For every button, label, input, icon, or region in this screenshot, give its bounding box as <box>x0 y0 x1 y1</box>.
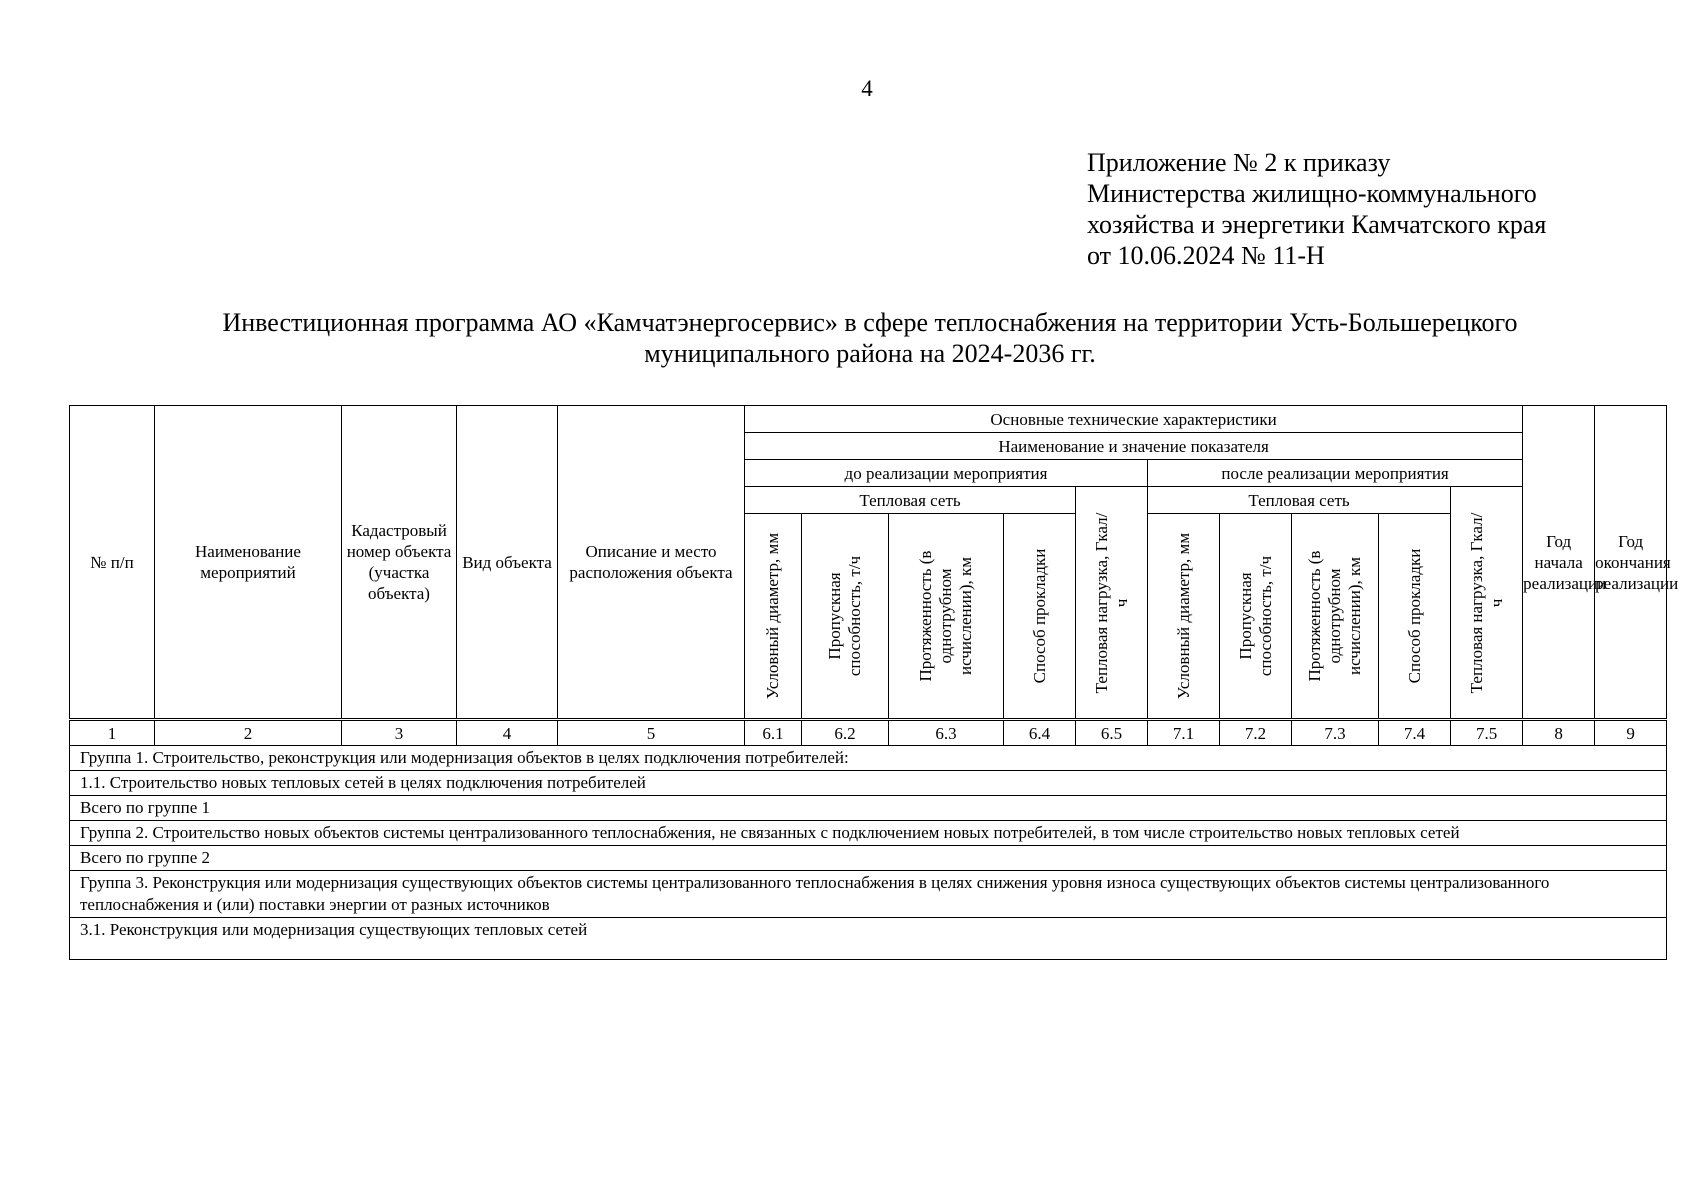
header-name: Наименование мероприятий <box>155 406 342 720</box>
header-description: Описание и место расположения объекта <box>558 406 745 720</box>
page-number: 4 <box>861 76 873 101</box>
header-length-before <box>889 514 1004 720</box>
header-laying-after-text: Способ прокладки <box>1404 548 1424 684</box>
header-cadastral: Кадастровый номер объекта (участка объекта) <box>342 406 457 720</box>
group-1-total: Всего по группе 1 <box>70 796 1667 821</box>
column-number: 6.4 <box>1004 720 1076 746</box>
column-number: 6.1 <box>745 720 802 746</box>
subgroup-1-1-heading: 1.1. Строительство новых тепловых сетей в целях подключения потребителей <box>70 771 1667 796</box>
appendix-line: Министерства жилищно-коммунального <box>1087 179 1537 208</box>
header-length-after-text: Протяженность (в однотрубном исчислении), км <box>1305 550 1364 682</box>
header-capacity-after <box>1220 514 1292 720</box>
header-after: после реализации мероприятия <box>1148 460 1523 487</box>
header-heat-network-before: Тепловая сеть <box>745 487 1076 514</box>
column-number: 6.5 <box>1076 720 1148 746</box>
column-number: 6.3 <box>889 720 1004 746</box>
table-row <box>70 871 1667 918</box>
header-year-start: Год начала реализации <box>1523 406 1595 720</box>
header-length-before-text: Протяженность (в однотрубном исчислении), км <box>916 550 975 682</box>
column-number: 7.5 <box>1451 720 1523 746</box>
header-main-characteristics: Основные технические характеристики <box>745 406 1523 433</box>
appendix-line: хозяйства и энергетики Камчатского края <box>1087 210 1547 239</box>
table-row <box>70 821 1667 846</box>
appendix-line: Приложение № 2 к приказу <box>1087 148 1391 177</box>
column-number: 3 <box>342 720 457 746</box>
investment-table-wrapper <box>69 405 1679 960</box>
header-capacity-before-text: Пропускная способность, т/ч <box>825 555 864 677</box>
header-length-after <box>1292 514 1379 720</box>
header-num: № п/п <box>70 406 155 720</box>
document-title <box>140 307 1600 369</box>
column-number: 9 <box>1595 720 1667 746</box>
investment-table <box>69 405 1679 960</box>
header-laying-before-text: Способ прокладки <box>1029 548 1049 684</box>
column-number: 4 <box>457 720 558 746</box>
appendix-header <box>1087 147 1546 271</box>
table-row <box>70 846 1667 871</box>
group-1-heading: Группа 1. Строительство, реконструкция или модернизация объектов в целях подключения потребителей: <box>70 746 1667 771</box>
header-laying-after <box>1379 514 1451 720</box>
column-number: 7.4 <box>1379 720 1451 746</box>
column-number: 7.1 <box>1148 720 1220 746</box>
column-number-row <box>70 720 1667 746</box>
table-row <box>70 746 1667 771</box>
group-2-total: Всего по группе 2 <box>70 846 1667 871</box>
header-heat-load-before <box>1076 487 1148 720</box>
header-capacity-after-text: Пропускная способность, т/ч <box>1235 555 1275 677</box>
subgroup-3-1-heading: 3.1. Реконструкция или модернизация существующих тепловых сетей <box>70 918 1667 960</box>
column-number: 7.2 <box>1220 720 1292 746</box>
title-line-1: Инвестиционная программа АО «Камчатэнергосервис» в сфере теплоснабжения на территории Усть-Большерецкого <box>222 308 1518 337</box>
header-diameter-before-text: Условный диаметр, мм <box>763 532 782 700</box>
column-number: 1 <box>70 720 155 746</box>
table-row <box>70 771 1667 796</box>
header-heat-network-after: Тепловая сеть <box>1148 487 1451 514</box>
column-number: 5 <box>558 720 745 746</box>
header-diameter-after-text: Условный диаметр, мм <box>1173 532 1193 700</box>
column-number: 7.3 <box>1292 720 1379 746</box>
header-heat-load-before-text: Тепловая нагрузка, Гкал/ч <box>1091 512 1131 693</box>
group-2-heading: Группа 2. Строительство новых объектов системы централизованного теплоснабжения, не связанных с подключением новых потребителей, в том числе строительство новых тепловых сетей <box>70 821 1667 846</box>
table-row <box>70 796 1667 821</box>
column-number: 8 <box>1523 720 1595 746</box>
header-row <box>70 406 1667 433</box>
header-diameter-after <box>1148 514 1220 720</box>
table-row <box>70 918 1667 960</box>
header-diameter-before <box>745 514 802 720</box>
header-heat-load-after <box>1451 487 1523 720</box>
appendix-line: от 10.06.2024 № 11-Н <box>1087 241 1325 270</box>
title-line-2: муниципального района на 2024-2036 гг. <box>644 339 1096 368</box>
header-heat-load-after-text: Тепловая нагрузка, Гкал/ч <box>1466 512 1506 693</box>
header-year-end: Год окончания реализации <box>1595 406 1667 720</box>
header-before: до реализации мероприятия <box>745 460 1148 487</box>
header-type: Вид объекта <box>457 406 558 720</box>
group-3-heading: Группа 3. Реконструкция или модернизация существующих объектов системы централизованного теплоснабжения в целях снижения уровня износа существующих объектов системы централизованного теплоснабжения и (или) поставки энергии от разных источников <box>70 871 1667 918</box>
header-indicator: Наименование и значение показателя <box>745 433 1523 460</box>
header-capacity-before <box>802 514 889 720</box>
column-number: 2 <box>155 720 342 746</box>
header-laying-before <box>1004 514 1076 720</box>
column-number: 6.2 <box>802 720 889 746</box>
